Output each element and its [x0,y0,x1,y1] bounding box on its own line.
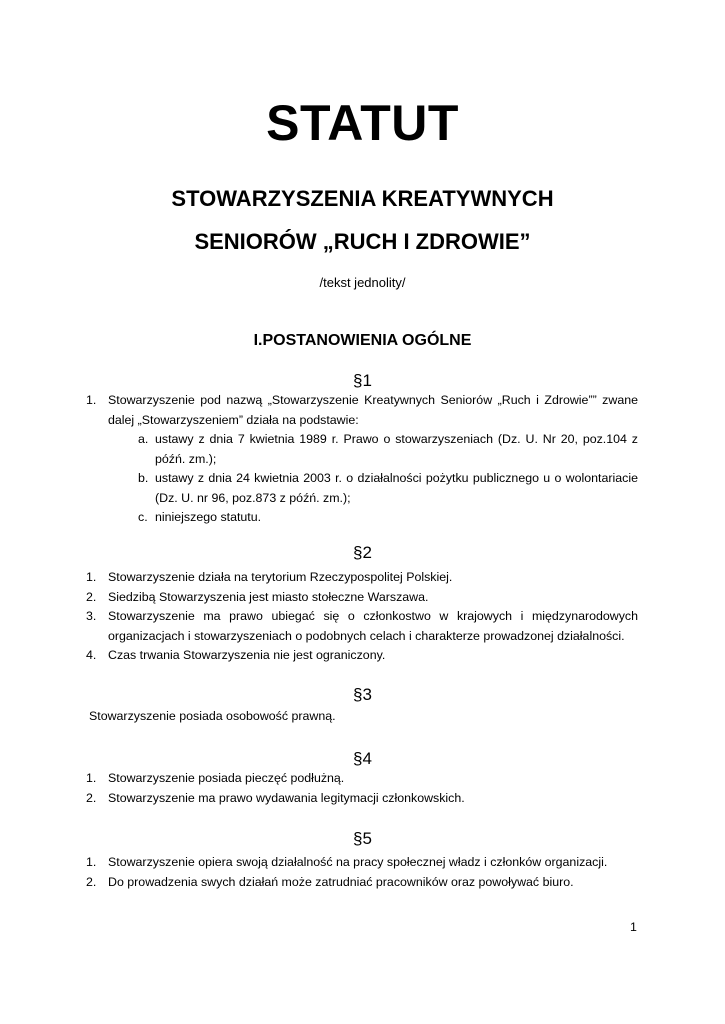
list-item-number: 1. [86,570,97,584]
list-item-text: Stowarzyszenie ma prawo ubiegać się o członkostwo w krajowych i międzynarodowych organizacjach i stowarzyszeniach o podobnych celach i charakterze prowadzonej działalności. [108,609,638,643]
list-item [86,391,638,430]
section-4-heading: §4 [353,749,372,768]
document-subtitle-line2: SENIORÓW „RUCH I ZDROWIE” [194,229,531,254]
list-item [86,769,638,789]
section-2-heading: §2 [353,543,372,562]
document-title: STATUT [266,95,459,151]
list-item-text: Czas trwania Stowarzyszenia nie jest ograniczony. [108,648,386,662]
list-item [86,789,638,809]
list-item-number: 1. [86,393,97,407]
sub-list-item-text: ustawy z dnia 24 kwietnia 2003 r. o działalności pożytku publicznego u o wolontariacie (Dz. U. nr 96, poz.873 z późń. zm.); [155,471,638,505]
list-item [86,588,638,608]
list-item-number: 4. [86,648,97,662]
list-item-text: Stowarzyszenie opiera swoją działalność na pracy społecznej władz i członków organizacji. [108,855,608,869]
section-4-list [86,769,638,808]
section-2-list [86,568,638,666]
sub-list-item [86,469,638,508]
sub-list-item-letter: b. [138,471,149,485]
list-item-number: 2. [86,874,97,889]
sub-list-item-text: niniejszego statutu. [155,510,262,524]
list-item-text: Do prowadzenia swych działań może zatrudniać pracowników oraz powoływać biuro. [108,874,574,889]
uniform-text-note: /tekst jednolity/ [319,275,406,290]
sub-list-item [86,430,638,469]
list-item-text: Stowarzyszenie działa na terytorium Rzeczypospolitej Polskiej. [108,570,453,584]
section-3-heading: §3 [353,685,372,704]
list-item-text: Stowarzyszenie pod nazwą „Stowarzyszenie Kreatywnych Seniorów „Ruch i Zdrowie”” zwane dalej „Stowarzyszeniem” działa na podstawie: [108,393,638,427]
section-3-text: Stowarzyszenie posiada osobowość prawną. [89,709,336,723]
list-item [86,853,638,873]
list-item [86,568,638,588]
list-item-number: 1. [86,855,97,869]
list-item-number: 2. [86,589,97,604]
sub-list-item-letter: c. [138,510,148,524]
list-item [86,873,638,893]
sub-list-item-text: ustawy z dnia 7 kwietnia 1989 r. Prawo o stowarzyszeniach (Dz. U. Nr 20, poz.104 z późń. zm.); [155,432,638,466]
chapter-heading: I.POSTANOWIENIA OGÓLNE [253,332,472,349]
list-item-text: Siedzibą Stowarzyszenia jest miasto stołeczne Warszawa. [108,589,429,604]
sub-list-item-letter: a. [138,432,149,446]
list-item-number: 2. [86,790,97,805]
list-item [86,607,638,646]
list-item [86,646,638,666]
section-5-heading: §5 [353,829,372,848]
list-item-text: Stowarzyszenie ma prawo wydawania legitymacji członkowskich. [108,790,465,805]
section-1-list [86,391,638,528]
page-number: 1 [630,920,637,934]
sub-list-item [86,508,638,528]
section-5-list [86,853,638,892]
document-subtitle-line1: STOWARZYSZENIA KREATYWNYCH [171,186,554,211]
list-item-text: Stowarzyszenie posiada pieczęć podłużną. [108,771,345,785]
list-item-number: 1. [86,771,97,785]
section-1-heading: §1 [353,371,372,390]
list-item-number: 3. [86,609,97,623]
